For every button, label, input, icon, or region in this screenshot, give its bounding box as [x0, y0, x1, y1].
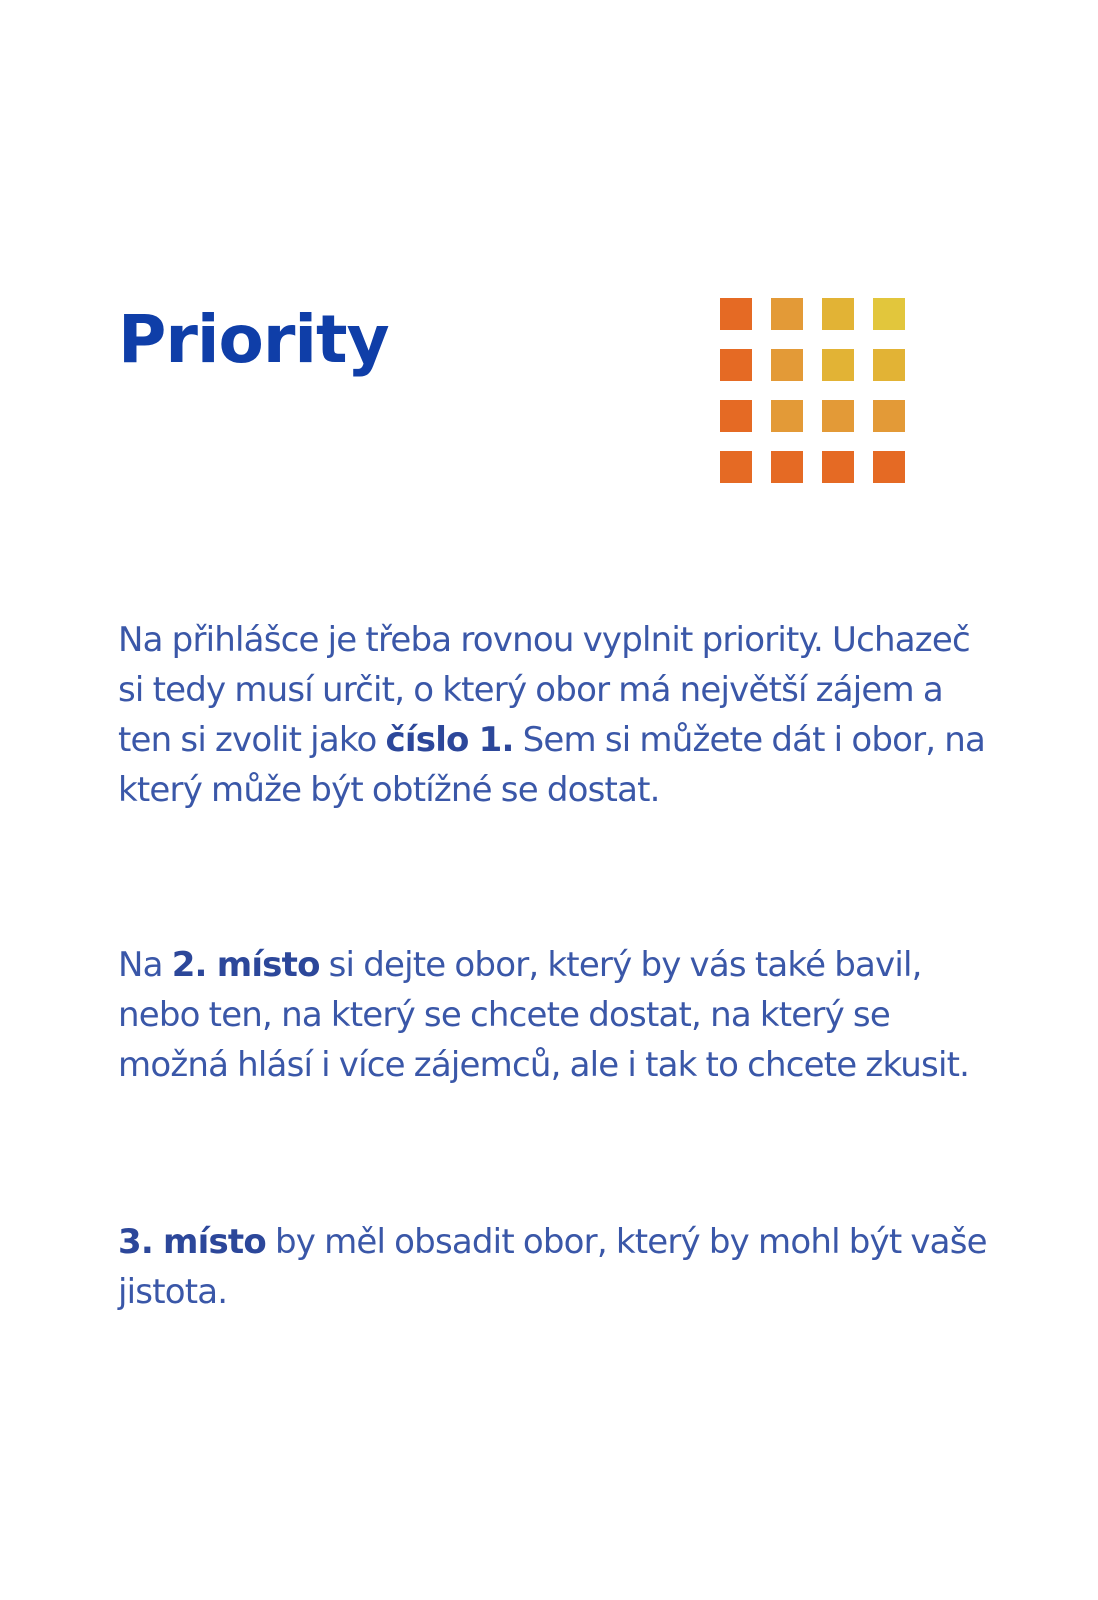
logo-square: [822, 400, 854, 432]
logo-square: [771, 349, 803, 381]
paragraph-text: Sem si můžete dát i obor, na který může být obtížné se dostat.: [118, 720, 986, 810]
logo-square: [720, 451, 752, 483]
square-grid-logo-icon: [720, 298, 906, 484]
paragraph-text: Na přihlášce je třeba rovnou vyplnit priority. Uchazeč si tedy musí určit, o který obor má největší zájem a ten si zvolit jako: [118, 620, 970, 760]
logo-square: [771, 400, 803, 432]
logo-square: [771, 298, 803, 330]
logo-square: [720, 349, 752, 381]
page-title: Priority: [118, 301, 389, 378]
paragraph-bold-text: 2. místo: [171, 945, 320, 985]
logo-square: [873, 298, 905, 330]
paragraph-priority-2: [118, 940, 998, 1090]
logo-square: [822, 349, 854, 381]
paragraph-text: by měl obsadit obor, který by mohl být vaše jistota.: [118, 1222, 987, 1312]
logo-square: [720, 298, 752, 330]
logo-square: [873, 400, 905, 432]
paragraph-priority-3: [118, 1217, 998, 1317]
paragraph-priority-1: [118, 615, 998, 815]
logo-square: [822, 298, 854, 330]
logo-square: [873, 451, 905, 483]
logo-square: [771, 451, 803, 483]
logo-square: [720, 400, 752, 432]
paragraph-text: Na: [118, 945, 172, 985]
logo-square: [822, 451, 854, 483]
paragraph-text: si dejte obor, který by vás také bavil, nebo ten, na který se chcete dostat, na který se možná hlásí i více zájemců, ale i tak to chcete zkusit.: [118, 945, 970, 1085]
paragraph-bold-text: 3. místo: [118, 1222, 266, 1262]
paragraph-bold-text: číslo 1.: [385, 720, 514, 760]
logo-square: [873, 349, 905, 381]
